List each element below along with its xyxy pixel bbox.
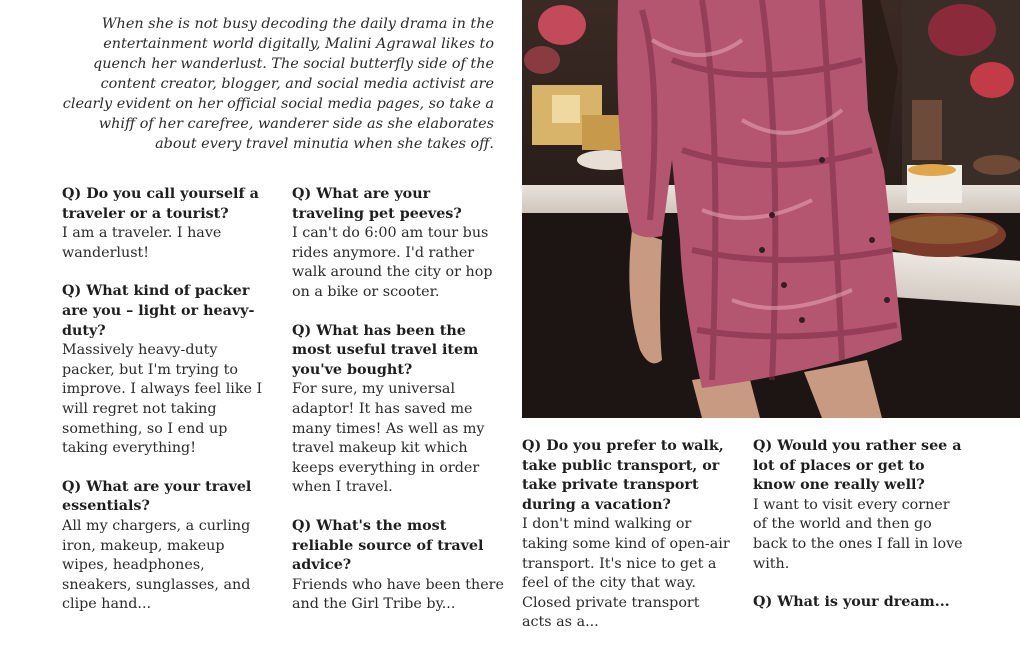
answer: I want to visit every corner of the world and then go back to the ones I fall in love with. — [753, 496, 963, 572]
qa-item — [62, 185, 267, 263]
answer: All my chargers, a curling iron, makeup, makeup wipes, headphones, sneakers, sunglasses, and clipe hand... — [62, 517, 251, 613]
qa-item — [292, 517, 504, 615]
intro-paragraph: When she is not busy decoding the daily drama in the entertainment world digitally, Malini Agrawal likes to quench her wanderlust. The social butterfly side of the content creator, blogger, and social media activist are clearly evident on her official social media pages, so take a whiff of her carefree, wanderer side as she elaborates about every travel minutia when she takes off. — [62, 16, 494, 152]
qa-item — [62, 282, 267, 458]
question: Q) What has been the most useful travel item you've bought? — [292, 322, 479, 378]
question: Q) What is your dream... — [753, 594, 950, 611]
answer: For sure, my universal adaptor! It has saved me many times! As well as my travel makeup kit which keeps everything in order when I travel. — [292, 381, 485, 496]
qa-item — [522, 437, 732, 633]
qa-item — [62, 478, 267, 615]
qa-item — [753, 437, 963, 574]
question: Q) Do you call yourself a traveler or a tourist? — [62, 186, 259, 222]
qa-column-3 — [522, 437, 732, 652]
page-heading — [240, 0, 510, 1]
qa-column-1 — [62, 185, 267, 634]
answer: I don't mind walking or taking some kind of open-air transport. It's nice to get a feel of the city that way. Closed private transport acts as a... — [522, 516, 730, 631]
qa-item — [292, 185, 504, 303]
feature-photo — [522, 0, 1020, 418]
qa-item — [292, 322, 504, 498]
question: Q) Do you prefer to walk, take public transport, or take private transport during a vacation? — [522, 438, 724, 513]
qa-item — [753, 593, 963, 613]
question: Q) What's the most reliable source of travel advice? — [292, 517, 484, 574]
answer: I am a traveler. I have wanderlust! — [62, 225, 222, 261]
qa-column-4 — [753, 437, 963, 632]
answer: Friends who have been there and the Girl Tribe by... — [292, 576, 504, 613]
heading-clip — [240, 0, 510, 6]
question: Q) Would you rather see a lot of places or get to know one really well? — [753, 438, 962, 494]
question: Q) What are your traveling pet peeves? — [292, 186, 462, 222]
question: Q) What are your travel essentials? — [62, 478, 252, 515]
answer: Massively heavy-duty packer, but I'm trying to improve. I always feel like I will regret not taking something, so I end up taking everything! — [62, 342, 263, 457]
answer: I can't do 6:00 am tour bus rides anymore. I'd rather walk around the city or hop on a bike or scooter. — [292, 225, 493, 300]
dress-illustration — [522, 0, 1020, 418]
qa-column-2 — [292, 185, 504, 634]
question: Q) What kind of packer are you – light or heavy-duty? — [62, 283, 255, 339]
